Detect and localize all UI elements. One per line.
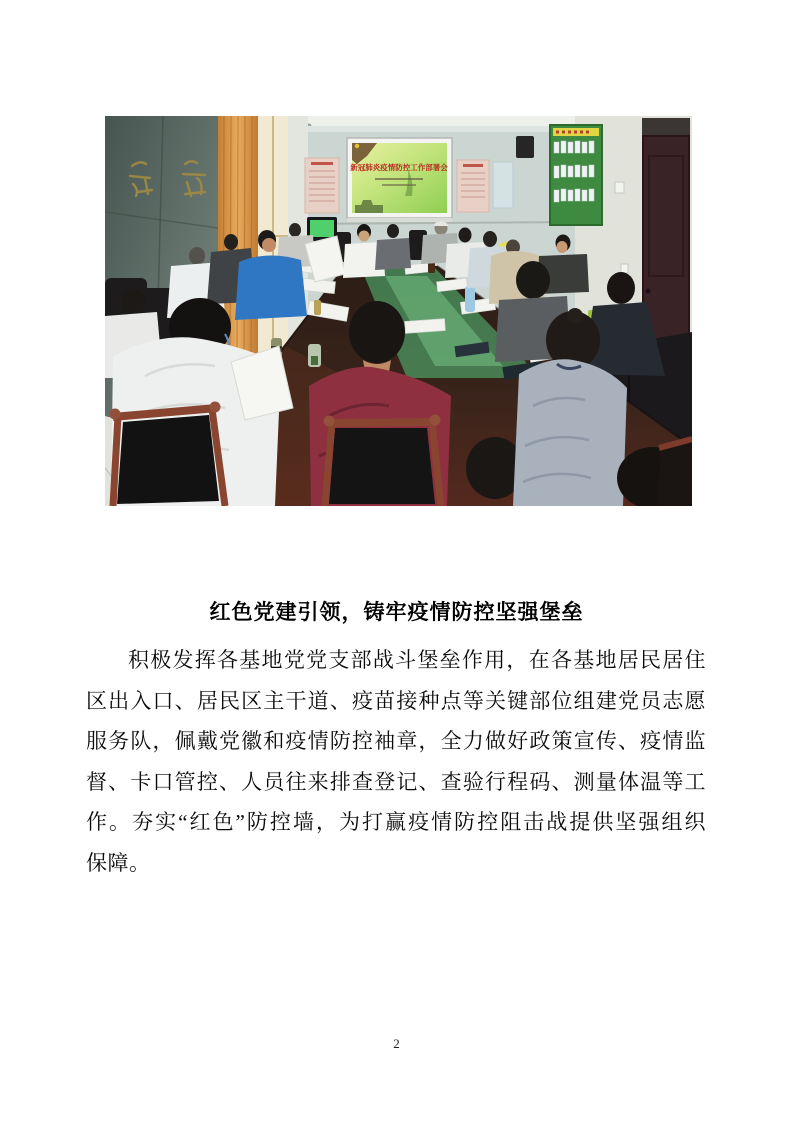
- page-number: 2: [393, 1036, 400, 1051]
- paragraph-line: 积极发挥各基地党党支部战斗堡垒作用，在各基地居民居住: [128, 648, 706, 672]
- paragraph-line: 区出入口、居民区主干道、疫苗接种点等关键部位组建党员志愿: [86, 688, 706, 713]
- meeting-photo-illustration: [105, 116, 692, 506]
- paragraph-line: 服务队，佩戴党徽和疫情防控袖章，全力做好政策宣传、疫情监: [86, 729, 706, 753]
- slide-title: 新冠肺炎疫情防控工作部署会: [350, 163, 448, 172]
- bulletin-board: [550, 125, 602, 225]
- meeting-photo: [105, 116, 692, 506]
- paragraph-line: 督、卡口管控、人员往来排查登记、查验行程码、测量体温等工: [86, 769, 706, 794]
- article-title: 红色党建引领，铸牢疫情防控坚强堡垒: [209, 601, 584, 624]
- article-paragraph: [86, 640, 706, 883]
- paragraph-line: 保障。: [86, 850, 151, 875]
- paragraph-line: 作。夯实“红色”防控墙，为打赢疫情防控阻击战提供坚强组织: [86, 810, 706, 834]
